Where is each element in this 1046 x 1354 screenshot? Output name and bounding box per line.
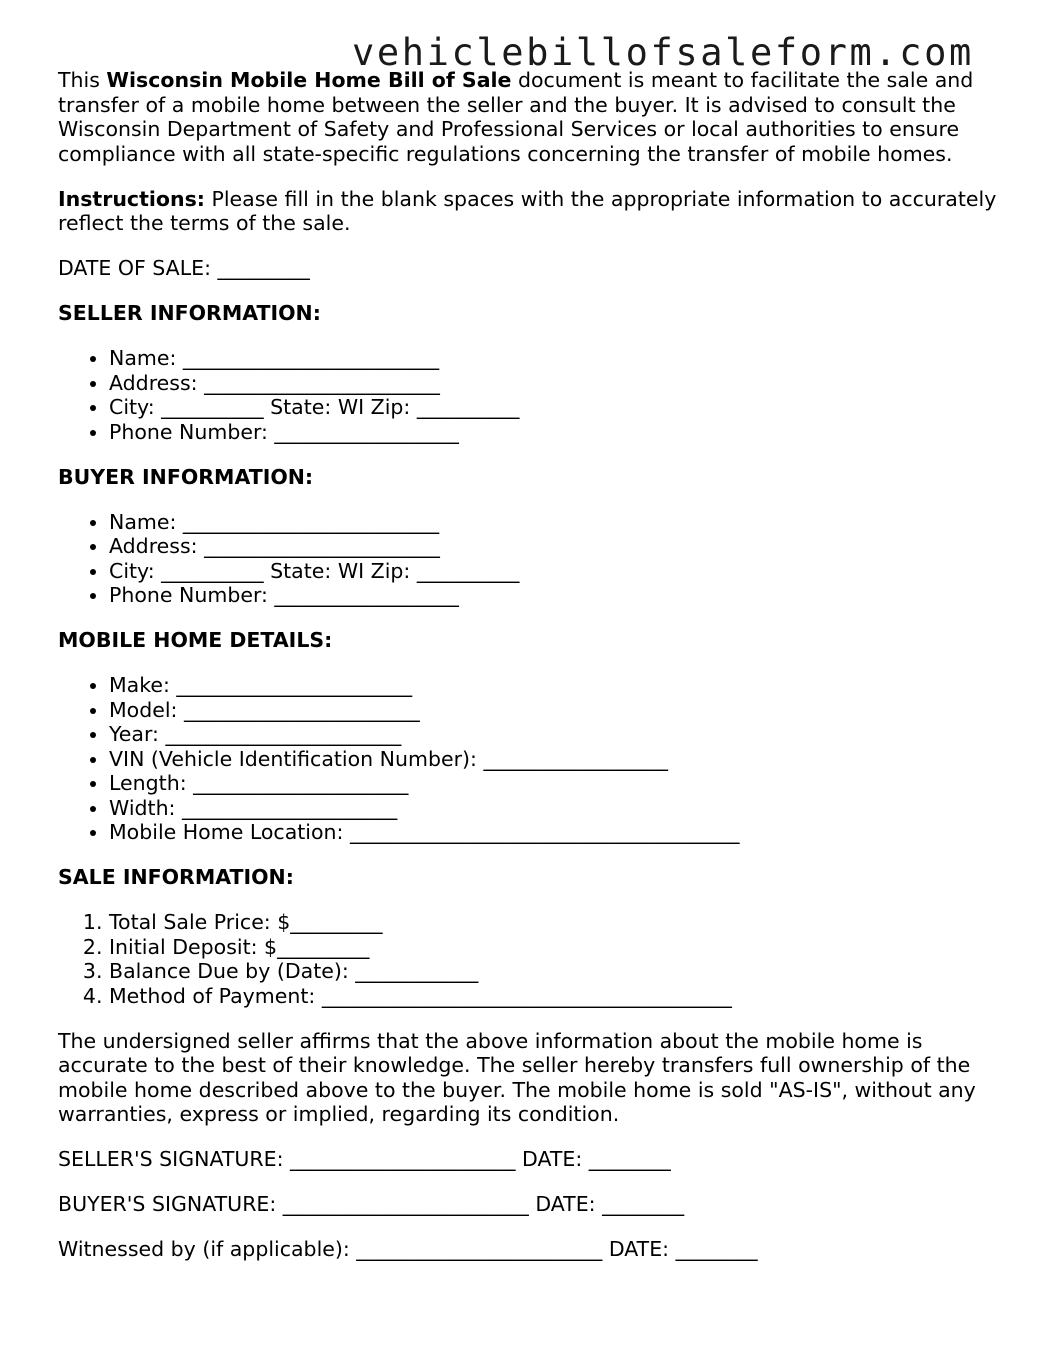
buyer-heading: BUYER INFORMATION: [58, 464, 314, 489]
buyer-signature-line[interactable]: BUYER'S SIGNATURE: ________________________ DATE: ________ [58, 1192, 685, 1216]
instructions-text: Please fill in the blank spaces with the appropriate information to accurately reflect the terms of the sale. [58, 186, 997, 235]
sale-list [58, 910, 998, 1008]
location-field[interactable]: • Mobile Home Location: ______________________________________ [109, 820, 998, 845]
sale-heading: SALE INFORMATION: [58, 865, 294, 889]
buyer-list [58, 510, 998, 608]
intro-paragraph [58, 68, 998, 166]
seller-list [58, 346, 998, 444]
make-field[interactable]: • Make: _______________________ [109, 673, 998, 698]
mobile-home-heading: MOBILE HOME DETAILS: [58, 628, 333, 652]
instructions-paragraph [58, 187, 998, 236]
length-field[interactable]: • Length: _____________________ [109, 771, 998, 796]
total-price-field[interactable]: 1. Total Sale Price: $_________ [109, 910, 998, 935]
seller-signature-line[interactable]: SELLER'S SIGNATURE: ______________________ DATE: ________ [58, 1147, 671, 1171]
buyer-phone-field[interactable]: • Phone Number: __________________ [109, 583, 998, 608]
affirmation-paragraph: The undersigned seller affirms that the above information about the mobile home is accurate to the best of their knowledge. The seller hereby transfers full ownership of the mobile home described above to the buyer. The mobile home is sold "AS-IS", without any warranties, express or implied, regarding its condition. [58, 1028, 976, 1126]
seller-name-field[interactable]: • Name: _________________________ [109, 346, 998, 371]
seller-address-field[interactable]: • Address: _______________________ [109, 371, 998, 396]
buyer-city-state-zip-field[interactable]: • City: __________ State: WI Zip: __________ [109, 559, 998, 584]
year-field[interactable]: • Year: _______________________ [109, 722, 998, 747]
mobile-home-list [58, 673, 998, 845]
date-of-sale-field[interactable]: DATE OF SALE: _________ [58, 256, 310, 280]
width-field[interactable]: • Width: _____________________ [109, 796, 998, 821]
intro-text: document is meant to facilitate the sale and transfer of a mobile home between the seller and the buyer. It is advised to consult the Wisconsin Department of Safety and Professional Services or local authorities to ensure compliance with all state-specific regulations concerning the transfer of mobile homes. [58, 68, 974, 166]
intro-prefix: This [58, 68, 107, 92]
document-title: Wisconsin Mobile Home Bill of Sale [106, 68, 512, 92]
bill-of-sale-document [58, 68, 998, 1262]
model-field[interactable]: • Model: _______________________ [109, 698, 998, 723]
seller-phone-field[interactable]: • Phone Number: __________________ [109, 420, 998, 445]
balance-due-field[interactable]: 3. Balance Due by (Date): ____________ [109, 959, 998, 984]
buyer-name-field[interactable]: • Name: _________________________ [109, 510, 998, 535]
initial-deposit-field[interactable]: 2. Initial Deposit: $_________ [109, 935, 998, 960]
buyer-address-field[interactable]: • Address: _______________________ [109, 534, 998, 559]
seller-heading: SELLER INFORMATION: [58, 301, 321, 325]
witness-signature-line[interactable]: Witnessed by (if applicable): ________________________ DATE: ________ [58, 1237, 758, 1261]
instructions-label: Instructions: [58, 186, 205, 211]
seller-city-state-zip-field[interactable]: • City: __________ State: WI Zip: __________ [109, 395, 998, 420]
site-watermark: vehiclebillofsaleform.com [352, 31, 974, 74]
vin-field[interactable]: • VIN (Vehicle Identification Number): __________________ [109, 747, 998, 772]
payment-method-field[interactable]: 4. Method of Payment: ________________________________________ [109, 984, 998, 1009]
